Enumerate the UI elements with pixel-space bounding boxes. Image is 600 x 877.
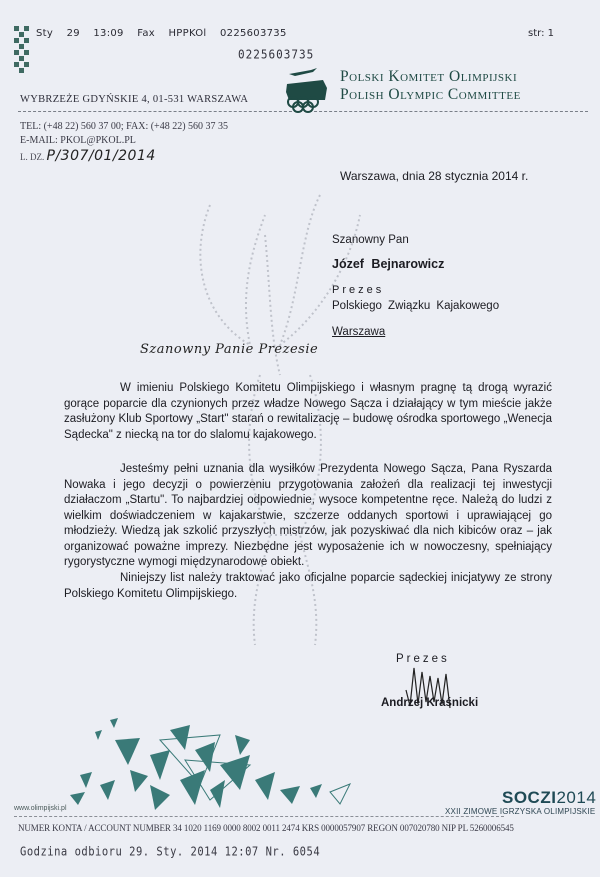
fax-received-line: Godzina odbioru 29. Sty. 2014 12:07 Nr. 6054 bbox=[20, 845, 321, 859]
phone-fax: TEL: (+48 22) 560 37 00; FAX: (+48 22) 560 37 35 bbox=[20, 121, 229, 132]
crystal-pattern-icon bbox=[10, 710, 380, 810]
fax-header-sender: HPPKOl bbox=[168, 28, 207, 39]
fax-header-label: Fax bbox=[137, 28, 155, 39]
fax-header-day: 29 bbox=[66, 28, 80, 39]
event-subtitle: XXII ZIMOWE IGRZYSKA OLIMPIJSKIE bbox=[445, 807, 596, 816]
sochi-2014-logo bbox=[502, 788, 596, 808]
letter-paragraph bbox=[64, 462, 552, 571]
recipient-city: Warszawa bbox=[332, 326, 386, 338]
letterhead-address: WYBRZEŻE GDYŃSKIE 4, 01-531 WARSZAWA bbox=[20, 94, 249, 105]
fax-page-number: str: 1 bbox=[528, 28, 554, 39]
reference-number: P/307/01/2014 bbox=[46, 148, 156, 164]
organization-name-pl: Polski Komitet Olimpijski bbox=[340, 68, 518, 85]
recipient-organization: Polskiego Związku Kajakowego bbox=[332, 300, 500, 312]
handwritten-salutation: Szanowny Panie Prezesie bbox=[140, 342, 319, 357]
recipient-role: Prezes bbox=[332, 284, 385, 296]
fax-header-time: 13:09 bbox=[93, 28, 124, 39]
fax-header bbox=[36, 28, 293, 39]
pkol-logo-icon bbox=[283, 66, 333, 114]
account-details: NUMER KONTA / ACCOUNT NUMBER 34 1020 1169 0000 8002 0011 2474 KRS 0000057907 REGON 007020780 NIP PL 5260006545 bbox=[18, 823, 514, 833]
footer-divider bbox=[14, 816, 504, 817]
fax-header-number: 0225603735 bbox=[220, 28, 287, 39]
organization-name bbox=[340, 68, 521, 104]
organization-name-en: Polish Olympic Committee bbox=[340, 86, 521, 103]
fax-header-month: Sty bbox=[36, 28, 54, 39]
event-name: SOCZI bbox=[502, 788, 557, 807]
letter-date: Warszawa, dnia 28 stycznia 2014 r. bbox=[340, 169, 529, 183]
paragraph-text: Niniejszy list należy traktować jako oficjalne poparcie sądeckiej inicjatywy ze strony Polskiego Komitetu Olimpijskiego. bbox=[64, 572, 552, 600]
website-link[interactable]: www.olimpijski.pl bbox=[14, 805, 67, 812]
reference-line bbox=[20, 148, 156, 164]
signatory-name: Andrzej Kraśnicki bbox=[381, 697, 479, 709]
recipient-block bbox=[332, 232, 499, 340]
contact-block bbox=[20, 120, 228, 148]
reference-label: L. DZ. bbox=[20, 152, 45, 162]
letter-paragraph bbox=[64, 381, 552, 443]
email: E-MAIL: PKOL@PKOL.PL bbox=[20, 135, 136, 146]
letter-paragraph bbox=[64, 571, 552, 602]
paragraph-text: Jesteśmy pełni uznania dla wysiłków Prezydenta Nowego Sącza, Pana Ryszarda Nowaka i jego decyzji o powierzeniu przygotowania założeń dla realizacji tej inwestycji działaczom „Startu". To najbardziej odpowiednie, wysoce kompetentne ręce. Należą do ludzi z wielkim doświadczeniem w kajakarstwie, szczerze oddanych sportowi i uprawiającej go młodzieży. Wiedzą jak szkolić przyszłych mistrzów, jak pozyskiwać dla nich kibiców oraz – jak organizować poważne imprezy. Niezbędne jest wyposażenie ich w nowoczesny, spełniający rygorystyczne wymogi międzynarodowe obiekt. bbox=[64, 463, 552, 568]
recipient-name: Józef Bejnarowicz bbox=[332, 257, 445, 271]
fax-stamp-number: 0225603735 bbox=[238, 47, 315, 62]
paragraph-text: W imieniu Polskiego Komitetu Olimpijskiego i własnym pragnę tą drogą wyrazić gorące poparcie dla czynionych przez władze Nowego Sącza i działający w tym mieście jakże zasłużony Klub Sportowy „Start" starań o rewitalizację – budowę ośrodka sportowego „Wenecja Sądecka" z niecką na tor do slalomu kajakowego. bbox=[64, 382, 552, 441]
event-year: 2014 bbox=[556, 788, 597, 807]
checker-mark-icon bbox=[14, 26, 30, 80]
signatory-role: Prezes bbox=[396, 653, 450, 665]
recipient-greeting: Szanowny Pan bbox=[332, 234, 409, 246]
